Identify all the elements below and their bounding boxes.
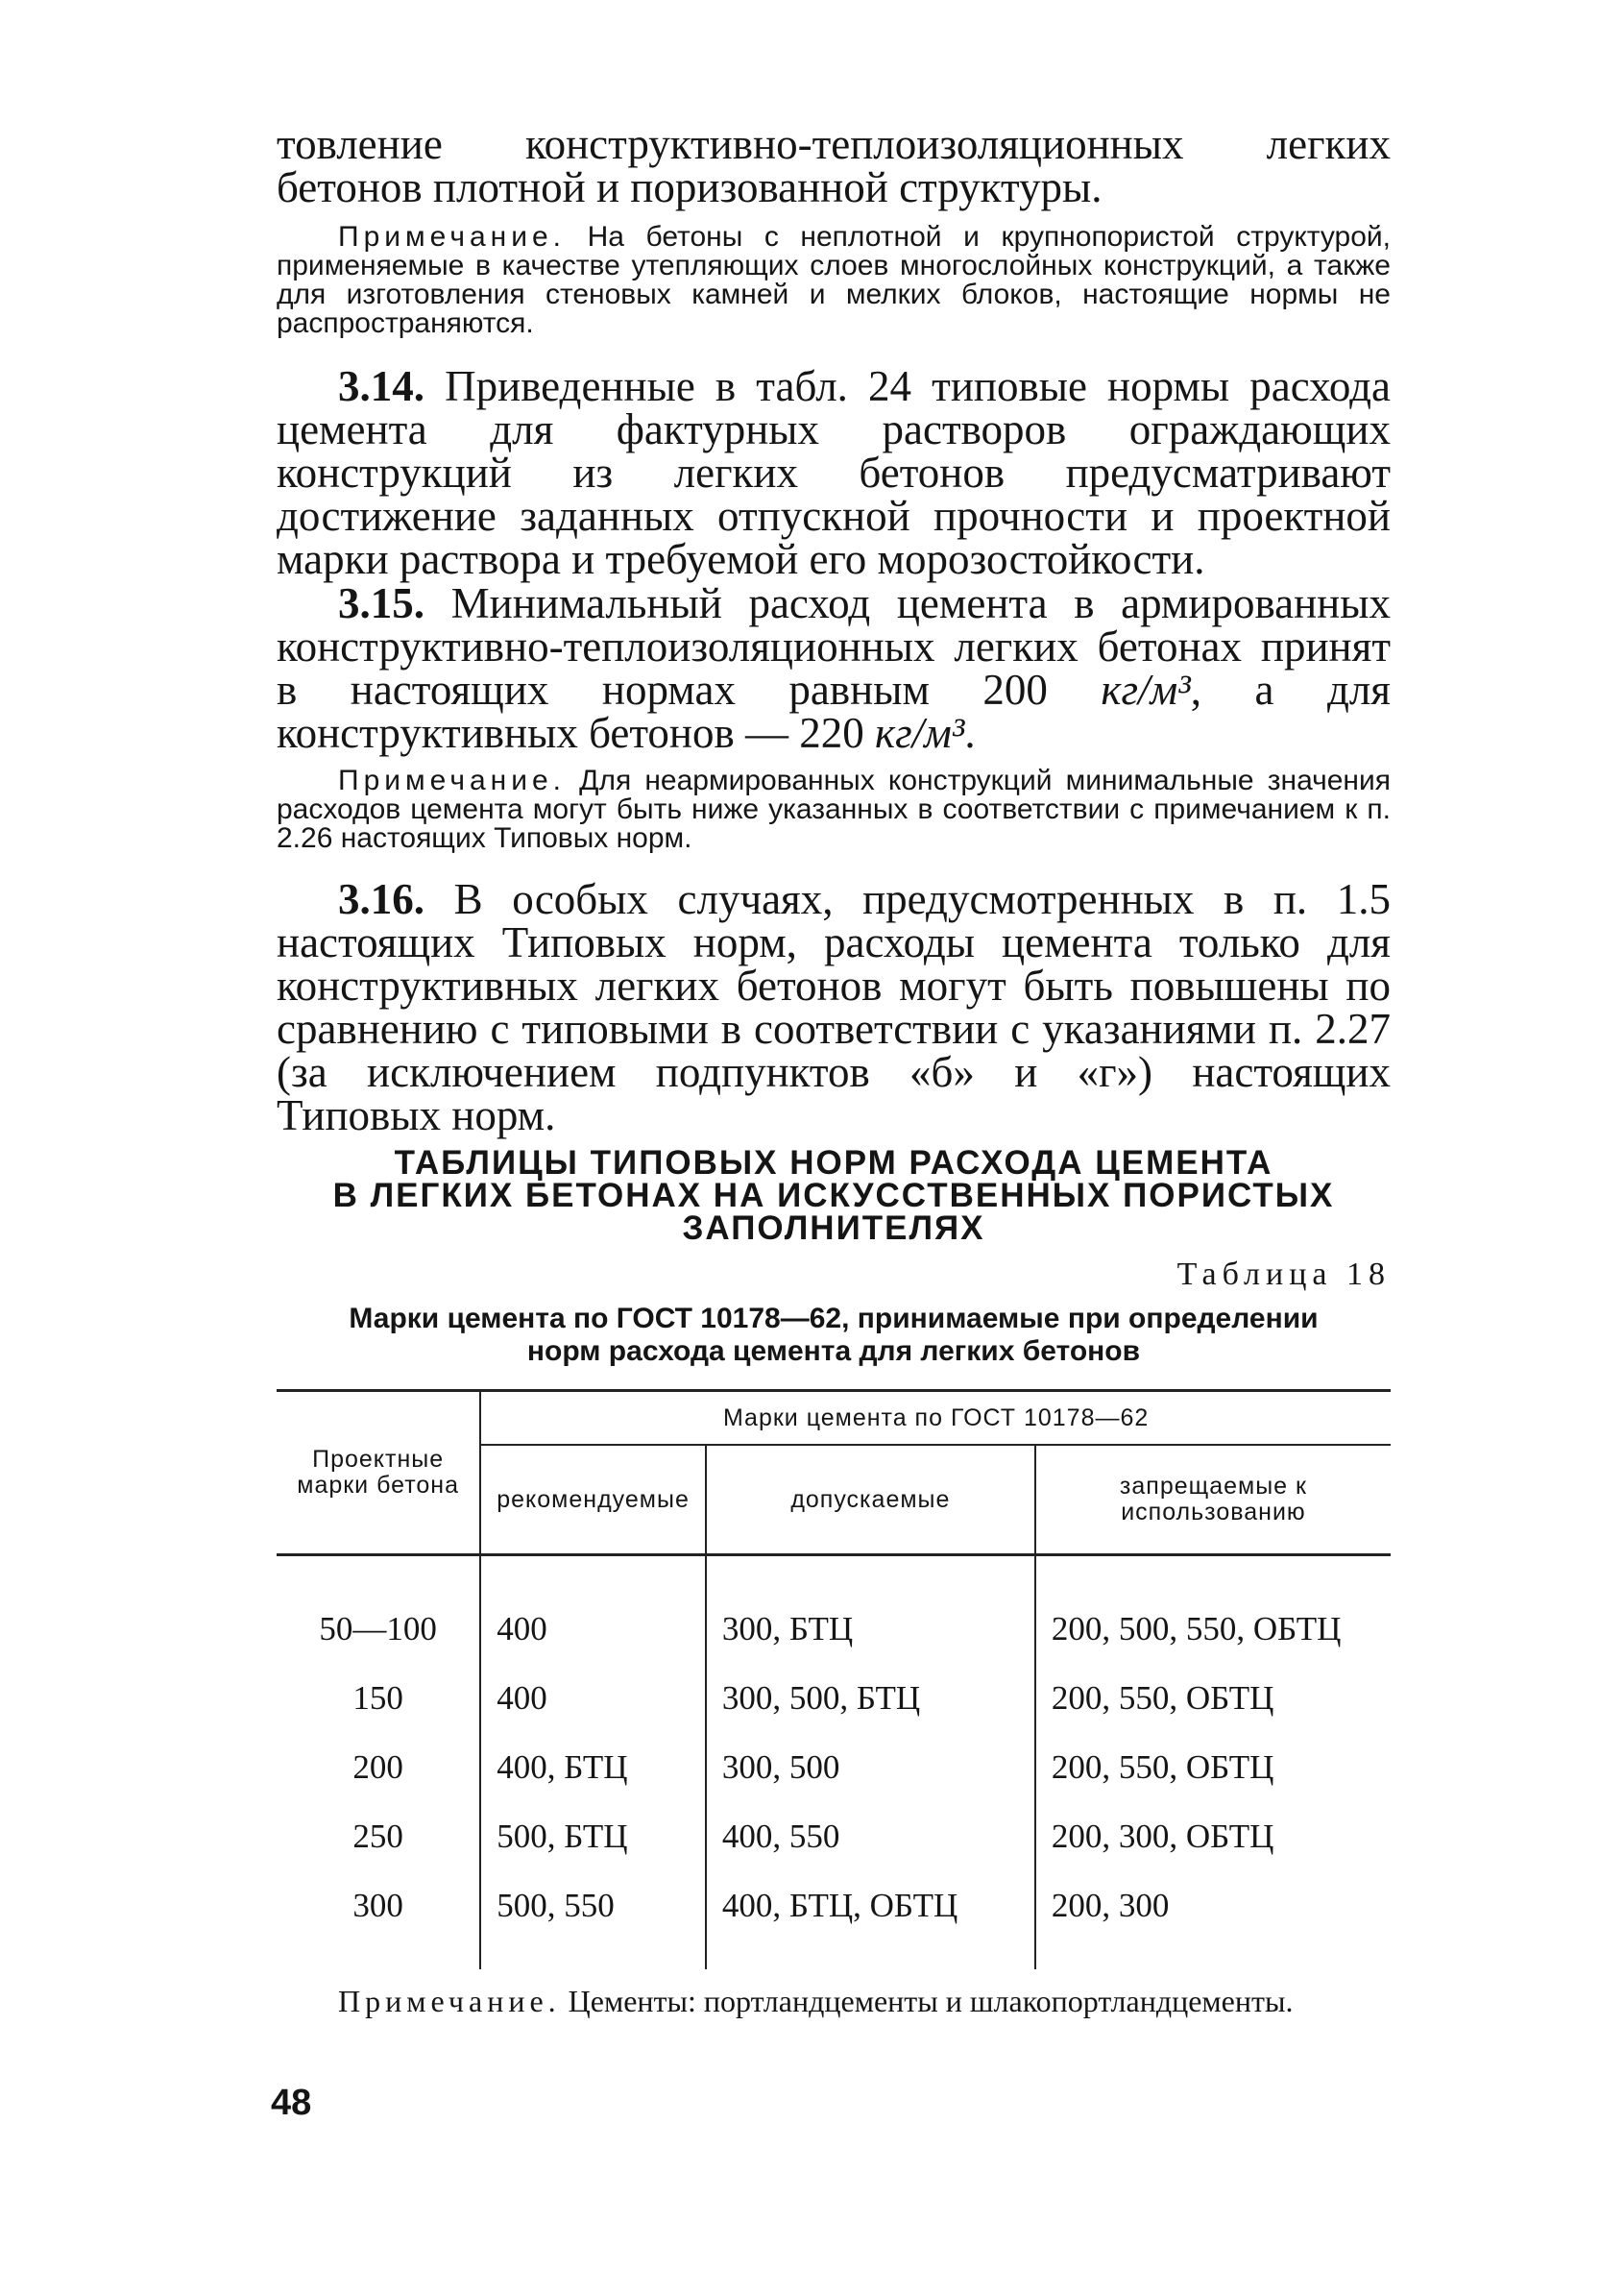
section-heading-line: ТАБЛИЦЫ ТИПОВЫХ НОРМ РАСХОДА ЦЕМЕНТА — [394, 1144, 1273, 1182]
section-heading — [277, 1144, 1391, 1247]
header-cement-grades: Марки цемента по ГОСТ 10178—62 — [480, 1391, 1391, 1446]
cell-allowed: 300, 500 — [706, 1733, 1035, 1802]
clause-text: Приведенные в табл. 24 типовые нормы расхода цемента для фактурных растворов ограждающих конструкций из легких бетонов предусматривают достижение заданных отпускной прочности и проектной марки раствора и требуемой его морозостойкости. — [277, 362, 1391, 583]
header-allowed: допускаемые — [706, 1445, 1035, 1555]
table-caption-line: Марки цемента по ГОСТ 10178—62, принимаемые при определении — [349, 1303, 1319, 1334]
clause-text: , а для конструктивных бетонов — 220 — [277, 666, 1391, 757]
cell-recommended: 500, БТЦ — [480, 1802, 706, 1871]
table-row — [277, 1664, 1391, 1733]
clause-text: . — [964, 709, 976, 757]
cell-allowed: 300, БТЦ — [706, 1595, 1035, 1664]
note-label: Примечание. — [338, 221, 566, 253]
note-label: Примечание. — [338, 765, 566, 796]
cell-recommended: 500, 550 — [480, 1871, 706, 1940]
cell-prohibited: 200, 300, ОБТЦ — [1035, 1802, 1391, 1871]
cell-prohibited: 200, 500, 550, ОБТЦ — [1035, 1595, 1391, 1664]
cell-allowed: 400, БТЦ, ОБТЦ — [706, 1871, 1035, 1940]
page-number: 48 — [271, 2083, 312, 2123]
note-paragraph-3 — [277, 1985, 1391, 2017]
clause-3-15 — [277, 579, 1391, 757]
intro-paragraph: товление конструктивно-теплоизоляционных легких бетонов плотной и поризованной структуры. — [277, 120, 1391, 211]
cell-allowed: 300, 500, БТЦ — [706, 1664, 1035, 1733]
header-recommended: рекомендуемые — [480, 1445, 706, 1555]
table-row — [277, 1595, 1391, 1664]
cell-prohibited: 200, 550, ОБТЦ — [1035, 1664, 1391, 1733]
cell-recommended: 400, БТЦ — [480, 1733, 706, 1802]
table-spacer-row — [277, 1555, 1391, 1596]
cell-prohibited: 200, 550, ОБТЦ — [1035, 1733, 1391, 1802]
table-row — [277, 1733, 1391, 1802]
cell-allowed: 400, 550 — [706, 1802, 1035, 1871]
clause-number: 3.15. — [338, 579, 424, 627]
note-text: На бетоны с неплотной и крупнопористой структурой, применяемые в качестве утепляющих слоев многослойных конструкций, а также для изготовления стеновых камней и мелких блоков, настоящие нормы не распространяются. — [277, 221, 1391, 339]
table-label: Таблица 18 — [1176, 1257, 1391, 1292]
cell-concrete-grade: 250 — [352, 1818, 403, 1855]
cell-concrete-grade: 300 — [352, 1887, 403, 1924]
table-caption — [277, 1303, 1391, 1368]
clause-text: Минимальный расход цемента в армированных конструктивно-теплоизоляционных легких бетонах принят в настоящих нормах равным 200 — [277, 579, 1391, 714]
cell-concrete-grade: 50—100 — [319, 1610, 437, 1647]
unit-kg-m3: кг/м³ — [1101, 666, 1191, 714]
note-label: Примечание. — [338, 1984, 561, 2018]
table-row — [277, 1871, 1391, 1940]
clause-3-16 — [277, 875, 1391, 1139]
note-paragraph-2 — [277, 767, 1391, 853]
header-concrete-grade: Проектные марки бетона — [277, 1391, 480, 1555]
cell-concrete-grade: 150 — [352, 1679, 403, 1717]
table-caption-line: норм расхода цемента для легких бетонов — [526, 1335, 1141, 1367]
cell-concrete-grade: 200 — [352, 1748, 403, 1786]
clause-text: В особых случаях, предусмотренных в п. 1.5 настоящих Типовых норм, расходы цемента только для конструктивных легких бетонов могут быть повышены по сравнению с типовыми в соответствии с указаниями п. 2.27 (за исключением подпунктов «б» и «г») настоящих Типовых норм. — [277, 875, 1391, 1139]
table-spacer-row — [277, 1940, 1391, 1969]
cell-recommended: 400 — [480, 1595, 706, 1664]
clause-number: 3.16. — [338, 875, 424, 923]
cement-grades-table — [277, 1389, 1391, 1969]
header-prohibited: запрещаемые к использованию — [1035, 1445, 1391, 1555]
note-text: Цементы: портландцементы и шлакопортландцементы. — [560, 1984, 1294, 2018]
note-text: Для неармированных конструкций минимальные значения расходов цемента могут быть ниже указанных в соответствии с примечанием к п. 2.26 настоящих Типовых норм. — [277, 765, 1391, 854]
table-row — [277, 1802, 1391, 1871]
clause-3-14 — [277, 362, 1391, 583]
clause-number: 3.14. — [338, 362, 424, 410]
unit-kg-m3: кг/м³ — [875, 709, 965, 757]
note-paragraph-1 — [277, 223, 1391, 338]
cell-recommended: 400 — [480, 1664, 706, 1733]
cell-prohibited: 200, 300 — [1035, 1871, 1391, 1940]
section-heading-line: В ЛЕГКИХ БЕТОНАХ НА ИСКУССТВЕННЫХ ПОРИСТЫХ — [332, 1177, 1335, 1214]
section-heading-line: ЗАПОЛНИТЕЛЯХ — [682, 1209, 985, 1247]
